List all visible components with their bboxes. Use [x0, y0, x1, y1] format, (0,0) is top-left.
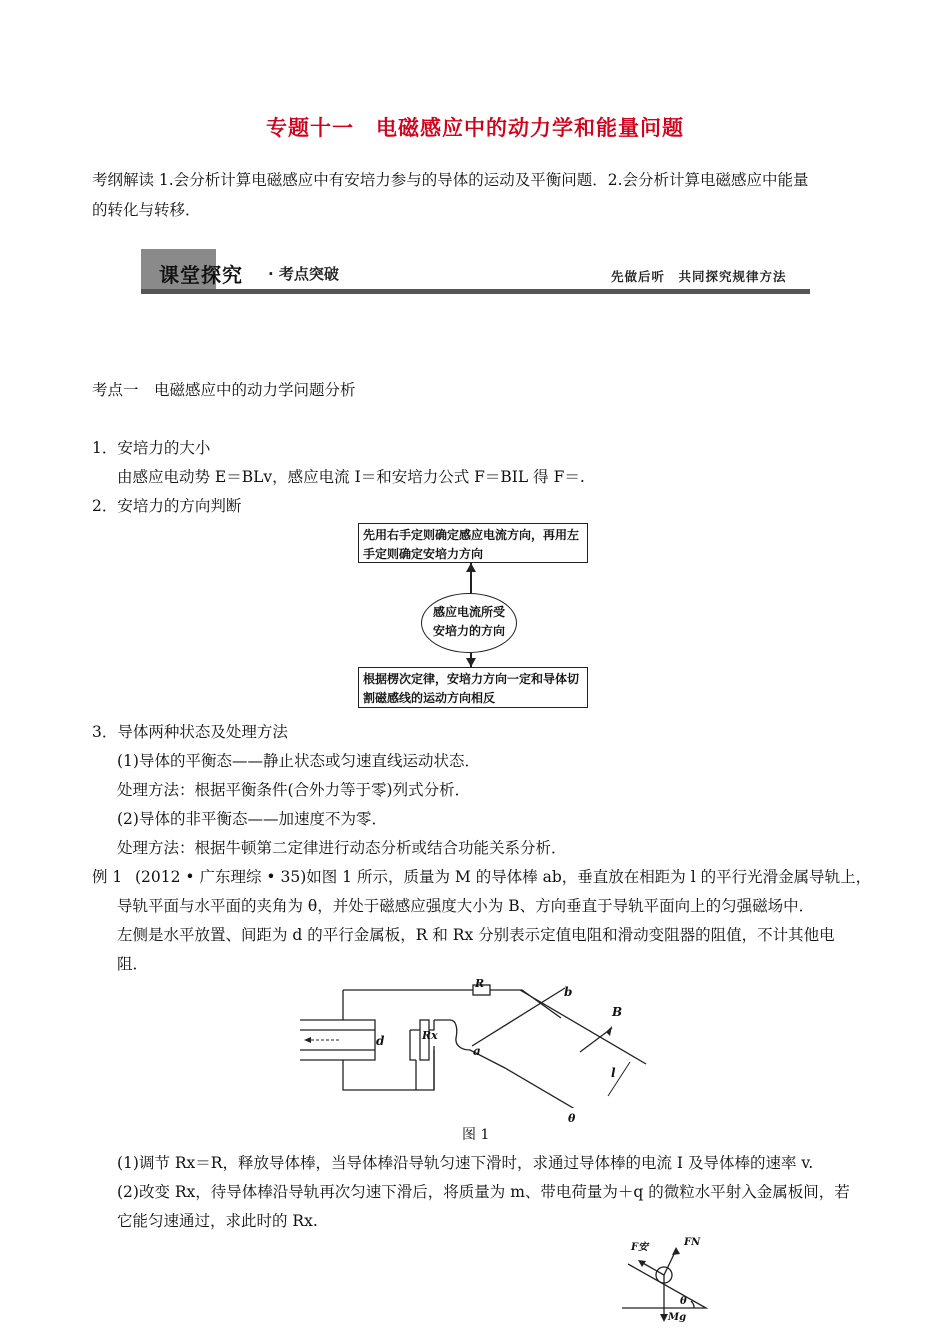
banner-right-text: 先做后听 共同探究规律方法: [611, 269, 787, 284]
banner-main-title: 课堂探究: [159, 263, 243, 287]
banner-subtitle: · 考点突破: [268, 265, 339, 283]
fig2-label-theta: θ: [680, 1296, 687, 1307]
example-line-1: (2012 • 广东理综 • 35)如图 1 所示，质量为 M 的导体棒 ab，垂直放在相距为 l 的平行光滑金属导轨上，: [135, 868, 872, 886]
fig1-label-d: d: [376, 1034, 385, 1048]
fig1-label-Rx: Rx: [422, 1029, 438, 1042]
flow-center-line-2: 安培力的方向: [432, 624, 505, 638]
example-line-2: 导轨平面与水平面的夹角为 θ，并处于磁感应强度大小为 B、方向垂直于导轨平面向上的匀强磁场中．: [117, 897, 815, 915]
section3-line-2: 处理方法：根据平衡条件(合外力等于零)列式分析．: [117, 781, 471, 799]
page-title: 专题十一 电磁感应中的动力学和能量问题: [266, 116, 684, 140]
example-line-3: 左侧是水平放置、间距为 d 的平行金属板，R 和 Rx 分别表示定值电阻和滑动变阻器的阻值，不计其他电: [117, 926, 835, 944]
section1-heading: 1．安培力的大小: [92, 439, 211, 457]
fig1-label-a: a: [473, 1044, 481, 1058]
syllabus-line-2: 的转化与转移．: [92, 201, 201, 219]
section1-body: 由感应电动势 E＝BLv，感应电流 I＝和安培力公式 F＝BIL 得 F＝.: [117, 468, 585, 486]
section3-heading: 3．导体两种状态及处理方法: [92, 723, 288, 741]
flow-arrowhead-up-icon: [465, 563, 477, 573]
fig1-label-b: b: [564, 985, 573, 999]
flow-center-line-1: 感应电流所受: [432, 605, 505, 619]
fig2-label-FN: FN: [684, 1237, 701, 1248]
section3-line-4: 处理方法：根据牛顿第二定律进行动态分析或结合功能关系分析．: [117, 839, 567, 857]
question-2-line-1: (2)改变 Rx，待导体棒沿导轨再次匀速下滑后，将质量为 m、带电荷量为＋q 的微粒水平射入金属板间，若: [117, 1183, 850, 1201]
ampere-force-flowchart: [358, 523, 592, 708]
fig2-label-Mg: Mg: [668, 1312, 687, 1323]
banner-underline: [141, 289, 810, 294]
circuit-figure-1: [295, 978, 665, 1108]
topic-heading: 考点一 电磁感应中的动力学问题分析: [92, 381, 356, 399]
flow-arrowhead-down-icon: [465, 657, 477, 667]
fig1-label-theta: θ: [568, 1112, 576, 1125]
figure1-caption: 图 1: [462, 1127, 490, 1143]
fig1-label-l: l: [611, 1066, 616, 1080]
flow-top-box: 先用右手定则确定感应电流方向，再用左手定则确定安培力方向: [358, 523, 588, 563]
section-banner: [141, 249, 810, 295]
flow-center-oval: [421, 593, 517, 653]
section3-line-3: (2)导体的非平衡态——加速度不为零．: [117, 810, 387, 828]
fig1-label-B: B: [612, 1005, 623, 1019]
syllabus-text: [92, 165, 872, 225]
flow-bottom-box: 根据楞次定律，安培力方向一定和导体切割磁感线的运动方向相反: [358, 667, 588, 708]
fig2-label-F-an: F安: [631, 1242, 649, 1253]
force-diagram-figure: [610, 1238, 720, 1338]
question-2-line-2: 它能匀速通过，求此时的 Rx.: [117, 1212, 318, 1230]
syllabus-line-1: 考纲解读 1.会分析计算电磁感应中有安培力参与的导体的运动及平衡问题．2.会分析计算电磁感应中能量: [92, 171, 809, 189]
question-1: (1)调节 Rx＝R，释放导体棒，当导体棒沿导轨匀速下滑时，求通过导体棒的电流 I 及导体棒的速率 v.: [117, 1154, 814, 1172]
example-label: 例 1: [92, 868, 123, 886]
example-line-4: 阻．: [117, 955, 149, 973]
section3-line-1: (1)导体的平衡态——静止状态或匀速直线运动状态．: [117, 752, 480, 770]
fig1-label-R: R: [475, 977, 485, 990]
section2-heading: 2．安培力的方向判断: [92, 497, 242, 515]
